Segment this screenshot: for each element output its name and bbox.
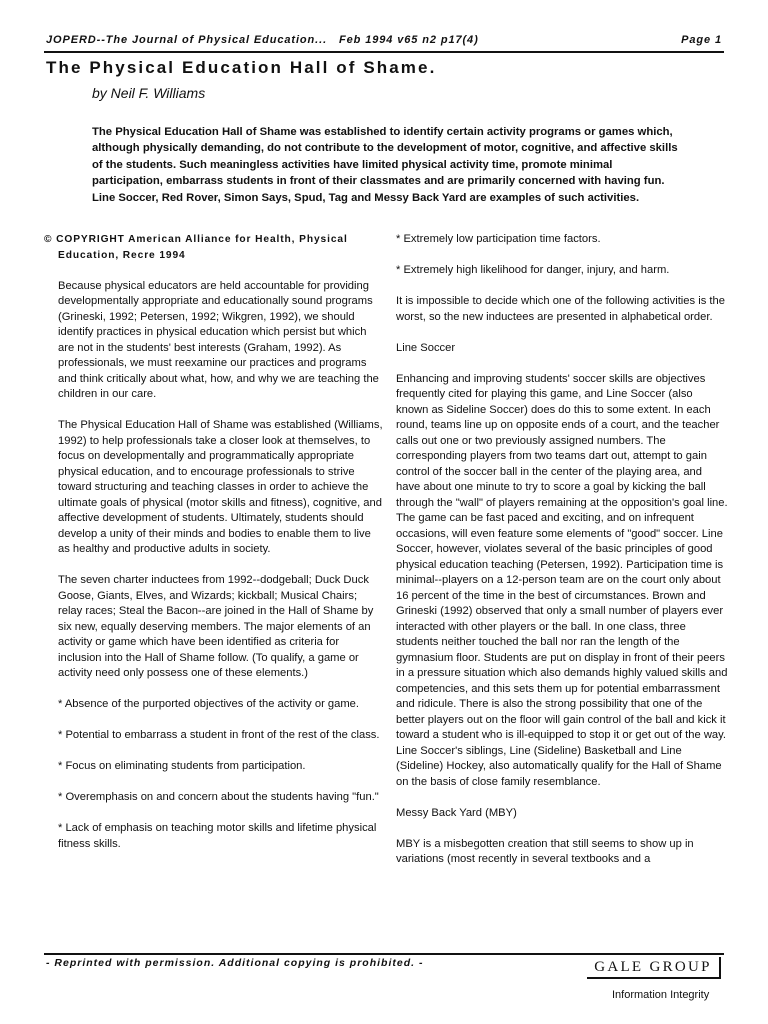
header-page-number: Page 1 — [681, 34, 722, 46]
paragraph: The Physical Education Hall of Shame was established (Williams, 1992) to help professionals take a closer look at themselves, to focus on developmentally and programmatically appropriate physical education, and to encourage professionals to strive toward structuring and teaching classes in order to achieve the ultimate goals of physical (motor skills and fitness), cognitive, and affective development of students. Ultimately, students should develop a unity of their minds and bodies to enable them to live as healthy and productive adults in society. — [58, 419, 383, 555]
criteria-item: * Extremely high likelihood for danger, injury, and harm. — [396, 264, 670, 276]
header-source: JOPERD--The Journal of Physical Education... — [46, 34, 328, 46]
header-issue: Feb 1994 v65 n2 p17(4) — [339, 34, 479, 46]
right-column — [396, 232, 728, 949]
paragraph: Enhancing and improving students' soccer skills are objectives frequently cited for playing this game, and Line Soccer (also known as Sideline Soccer) does do this to some extent. In each round, teams line up on opposite ends of a court, and the teacher calls out one or two previously assigned numbers. The corresponding players from two teams dart out, attempt to gain control of the soccer ball in the center of the playing area, and have about one minute to try to score a goal by kicking the ball through the "wall" of players remaining at the opposition's goal line. The game can be fast paced and exciting, and on infrequent occasions, will even feature some elements of "good" soccer. Line Soccer, however, violates several of the basic principles of good physical education teaching (Petersen, 1992). Participation time is minimal--players on a 12-person team are on the court only about 16 percent of the time in the best of circumstances. Brown and Grineski (1992) observed that only a small number of players ever interacted with other players or the ball. In one class, three students neither touched the ball nor ran the length of the gymnasium floor. Students are put on display in front of their peers in a pressure situation which also demands highly valued skills and competencies, and this sets them up for potential embarrassment and ridicule. There is also the strong possibility that one of the better players out on the floor will gain control of the ball and kick it toward a student who is ill-equipped to stop it or get out of the way. Line Soccer's siblings, Line (Sideline) Basketball and Line (Sideline) Hockey, also automatically qualify for the Hall of Shame on the basis of close family resemblance. — [396, 372, 728, 788]
criteria-item: * Potential to embarrass a student in front of the rest of the class. — [58, 729, 380, 741]
criteria-item: * Focus on eliminating students from participation. — [58, 760, 306, 772]
publisher-tagline: Information Integrity — [612, 989, 710, 1001]
paragraph: The seven charter inductees from 1992--dodgeball; Duck Duck Goose, Giants, Elves, and Wizards; kickball; Musical Chairs; relay races; Steal the Bacon--are joined in the Hall of Shame by six new, equally deserving members. The major elements of an activity or game which have been identified as criteria for inclusion into the Hall of Shame follow. (To qualify, a game or activity need only possess one of these elements.) — [58, 574, 374, 679]
header-rule — [44, 51, 724, 53]
reprint-notice: - Reprinted with permission. Additional copying is prohibited. - — [46, 957, 424, 969]
article-byline: by Neil F. Williams — [92, 85, 206, 101]
article-title: The Physical Education Hall of Shame. — [46, 58, 437, 77]
running-header — [46, 34, 724, 50]
publisher-logo: GALE GROUP — [587, 957, 721, 979]
section-heading-line-soccer: Line Soccer — [396, 341, 456, 354]
paragraph: Because physical educators are held accountable for providing developmentally appropriate and educationally sound programs (Grineski, 1992; Petersen, 1992; Wikgren, 1992), we should identify practices in physical education which persist but which are not in the students' best interests (Graham, 1992). As professionals, we must reexamine our practices and programs and think critically about what, how, and why we are teaching the children in our care. — [58, 279, 379, 400]
criteria-item: * Overemphasis on and concern about the students having "fun." — [58, 791, 379, 803]
paragraph: MBY is a misbegotten creation that still seems to show up in variations (most recently in several textbooks and a — [396, 837, 694, 865]
criteria-item: * Absence of the purported objectives of the activity or game. — [58, 698, 359, 710]
left-column — [44, 232, 384, 868]
article-abstract: The Physical Education Hall of Shame was established to identify certain activity programs or games which, although physically demanding, do not contribute to the development of motor, cognitive, and affective skills of the students. Such meaningless activities have limited physical activity time, promote minimal participation, embarrass students in front of their classmates and are primarily concerned with having fun. Line Soccer, Red Rover, Simon Says, Spud, Tag and Messy Back Yard are examples of such activities. — [92, 126, 678, 204]
criteria-item: * Extremely low participation time factors. — [396, 233, 601, 245]
section-heading-messy-back-yard: Messy Back Yard (MBY) — [396, 806, 517, 819]
footer-rule — [44, 953, 724, 955]
copyright-notice: © COPYRIGHT American Alliance for Health, Physical Education, Recre 1994 — [44, 234, 348, 261]
criteria-item: * Lack of emphasis on teaching motor skills and lifetime physical fitness skills. — [58, 822, 377, 850]
paragraph: It is impossible to decide which one of the following activities is the worst, so the new inductees are presented in alphabetical order. — [396, 295, 725, 323]
